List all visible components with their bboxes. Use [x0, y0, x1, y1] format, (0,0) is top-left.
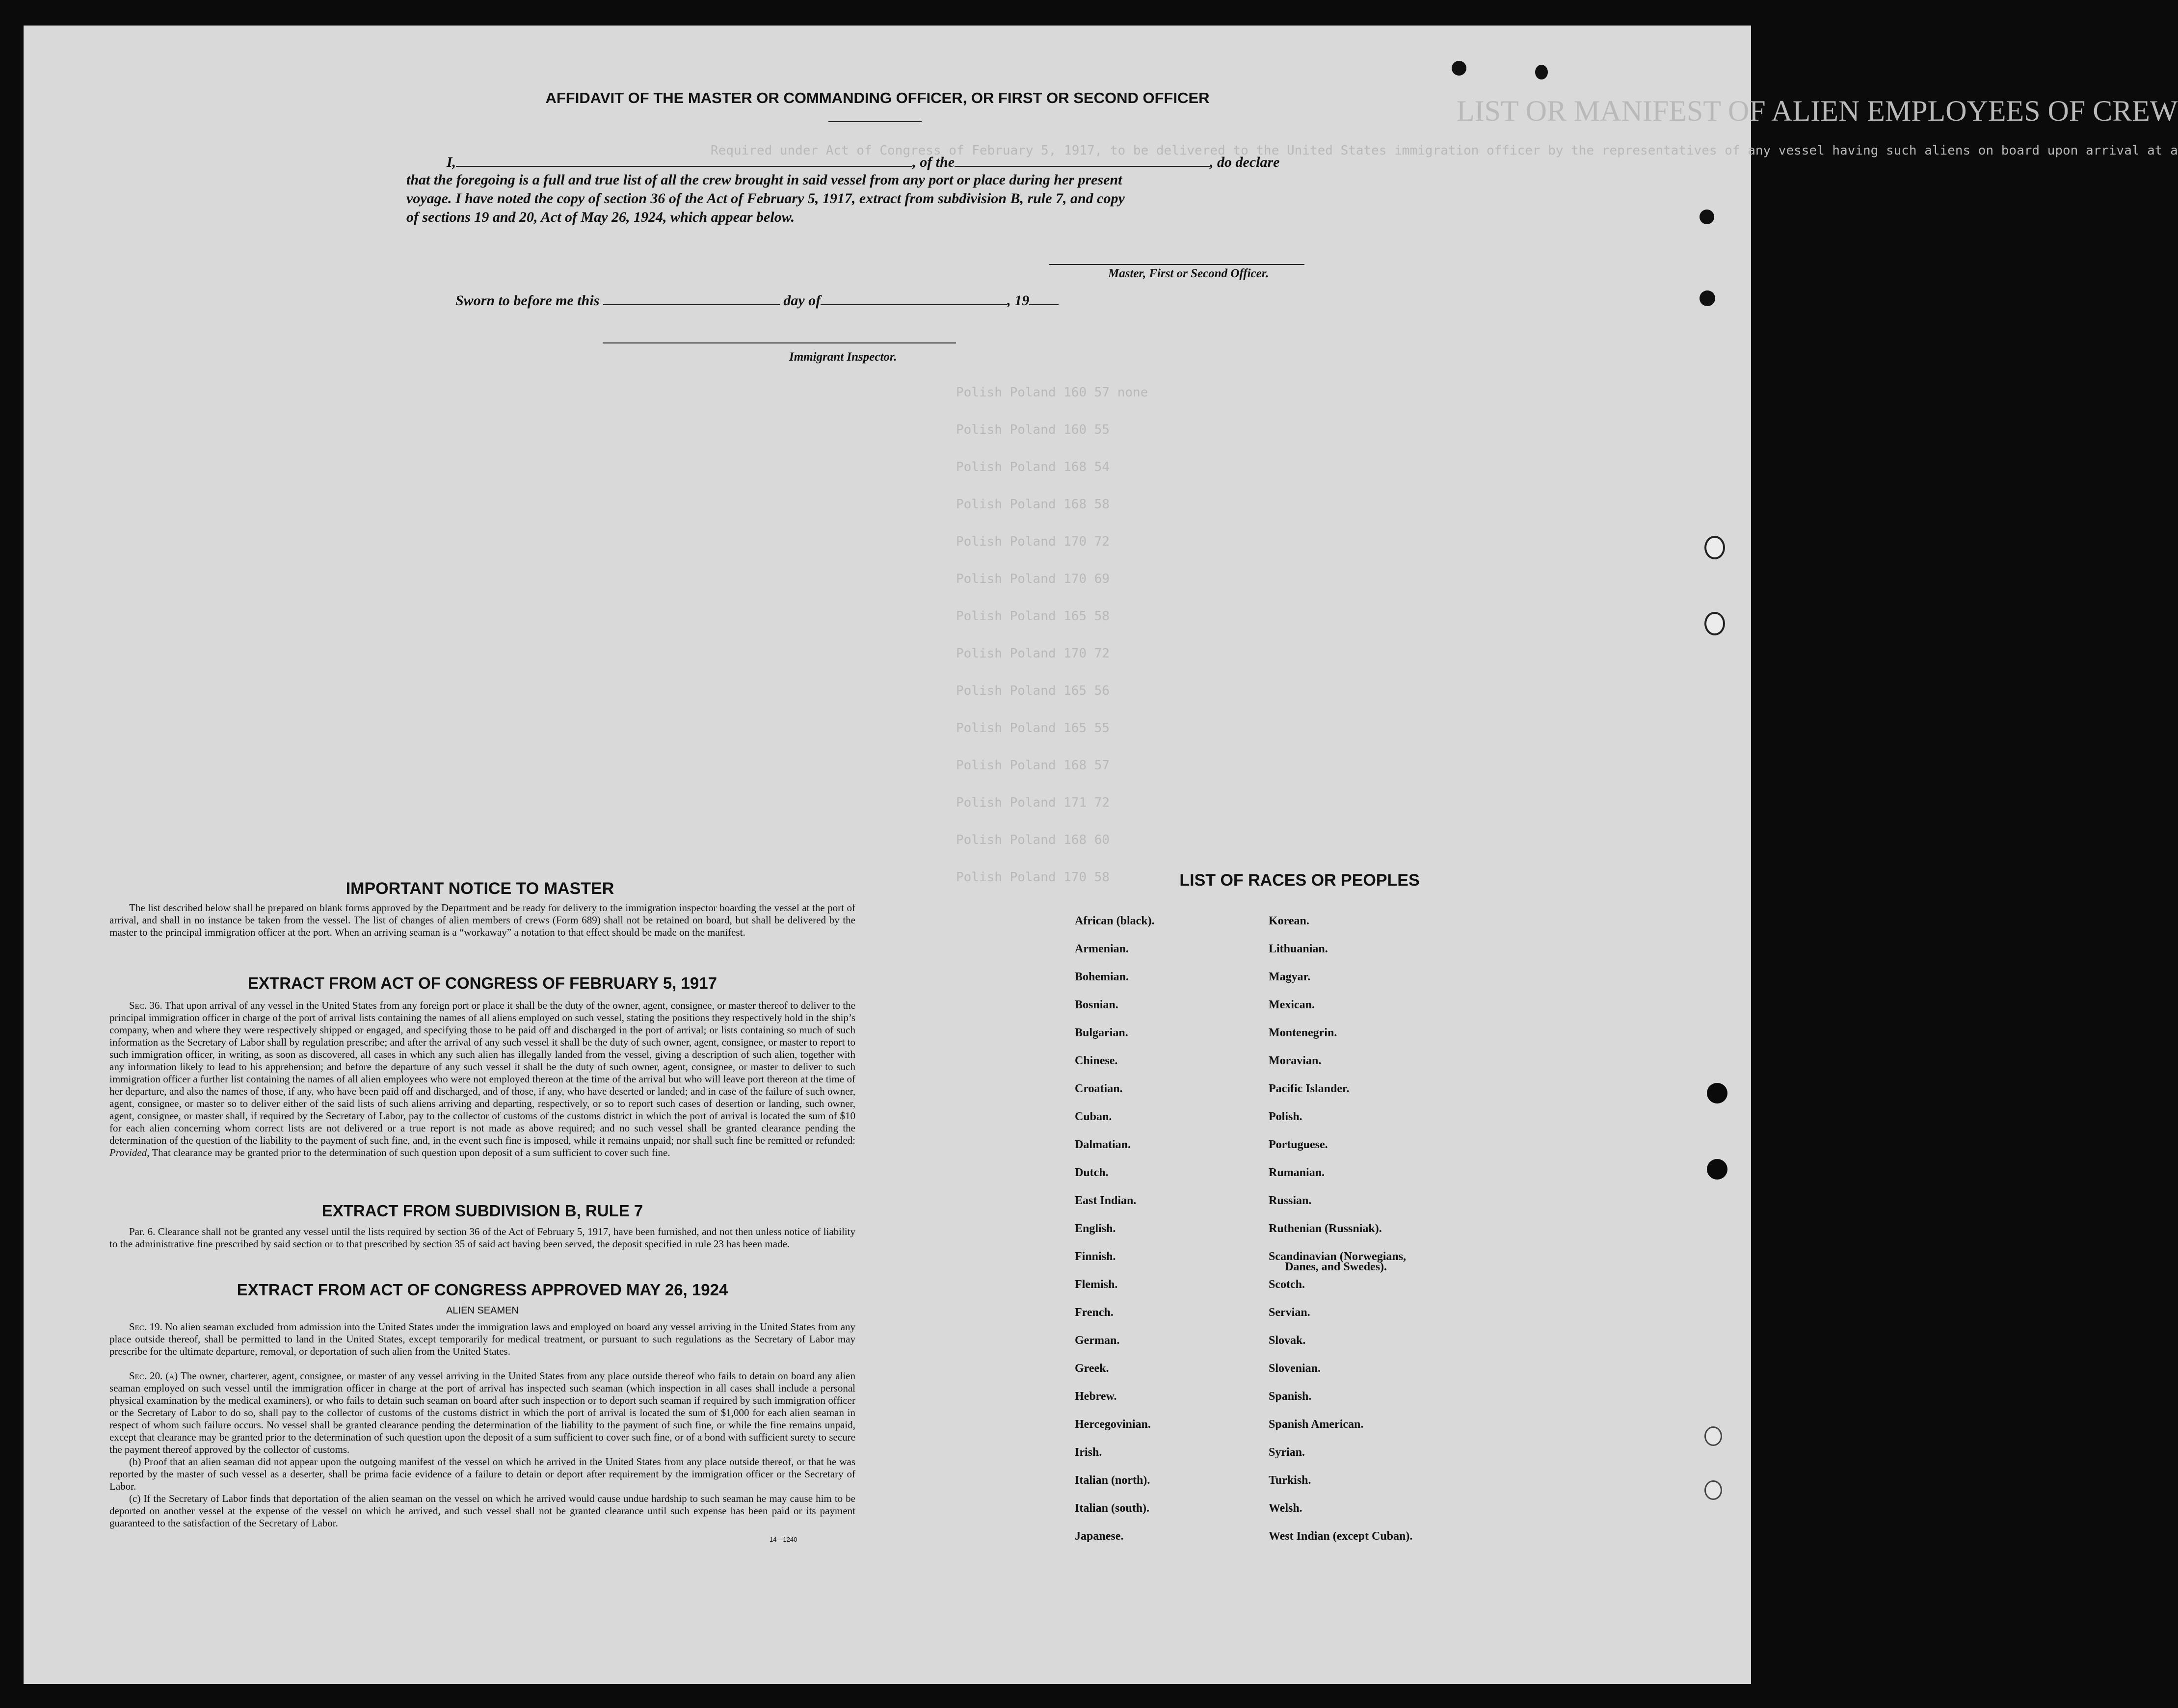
master-signature-line [1049, 264, 1304, 265]
form-number: 14—1240 [770, 1536, 797, 1543]
race-item: English. [1075, 1222, 1116, 1235]
sworn-month-blank [821, 304, 1007, 305]
sec-36-body: That upon arrival of any vessel in the United States from any foreign port or place it shall be the duty of the owner, agent, consignee, or master thereof to deliver to the principal immigration officer in charge of the port of arrival lists containing the names of all aliens employed on such vessel, stating the positions they respectively hold in the ship’s company, when and where they were respectively shipped or engaged, and specifying those to be paid off and discharged in the port of arrival; or lists containing so much of such information as the Secretary of Labor shall by regulation prescribe; and after the arrival of any such vessel it shall be the duty of such owner, agent, consignee, or master to report to such immigration officer, in writing, as soon as discovered, all cases in which any such alien has illegally landed from the vessel, giving a description of such alien, together with any information likely to lead to his apprehension; and before the departure of any such vessel it shall be the duty of such owner, agent, consignee, or master to deliver to such immigration officer a further list containing the names of all alien employees who were not employed thereon at the time of the arrival but who will leave port thereon at the time of her departure, and also the names of those, if any, who have been paid off and discharged, and of those, if any, who have deserted or landed; and in case of the failure of such owner, agent, consignee, or master so to deliver either of the said lists of such aliens arriving and departing, respectively, or so to report such cases of desertion or landing, such owner, agent, consignee, or master shall, if required by the Secretary of Labor, pay to the collector of customs of the customs district in which the port of arrival is located the sum of $10 for each alien concerning whom correct lists are not delivered or a true report is not made as above required; and no such vessel shall be granted clearance pending the determination of the question of the liability to the payment of such fine, and, in the event such fine is imposed, while it remains unpaid; nor shall such fine be remitted or refunded: [109, 999, 855, 1146]
affidavit-line-1: that the foregoing is a full and true list of all the crew brought in said vessel from any port or place during her present [406, 172, 1122, 188]
race-item: Greek. [1075, 1362, 1109, 1375]
races-column-1 [1075, 907, 1155, 1550]
race-item: Spanish American. [1269, 1418, 1364, 1431]
subdiv-b-title: EXTRACT FROM SUBDIVISION B, RULE 7 [321, 1202, 643, 1220]
race-item: Hebrew. [1075, 1390, 1117, 1403]
race-item: Welsh. [1269, 1502, 1302, 1515]
race-item: Portuguese. [1269, 1138, 1328, 1151]
race-item: Dalmatian. [1075, 1138, 1131, 1151]
race-item: Bohemian. [1075, 971, 1129, 983]
sworn-year-blank [1029, 304, 1059, 305]
affidavit-title: AFFIDAVIT OF THE MASTER OR COMMANDING OFFICER, OR FIRST OR SECOND OFFICER [545, 89, 1210, 106]
race-item: Chinese. [1075, 1054, 1118, 1067]
sworn-label: Sworn to before me this [455, 292, 600, 309]
races-title: LIST OF RACES OR PEOPLES [1179, 871, 1420, 890]
affidavit-line-i [447, 154, 1389, 171]
binder-mark [1452, 61, 1466, 76]
race-item: Scandinavian (Norwegians, [1269, 1250, 1407, 1263]
day-of-label: day of [783, 292, 821, 309]
binder-mark [1700, 210, 1714, 224]
race-item: Moravian. [1269, 1054, 1322, 1067]
punch-hole [1704, 536, 1725, 559]
race-item: African (black). [1075, 915, 1155, 927]
race-item: Rumanian. [1269, 1166, 1325, 1179]
of-the-label: , of the [912, 154, 955, 170]
race-item: German. [1075, 1334, 1120, 1347]
race-item: Servian. [1269, 1306, 1310, 1319]
race-item: Italian (south). [1075, 1502, 1150, 1515]
race-item: Croatian. [1075, 1082, 1123, 1095]
sec-20a-body: The owner, charterer, agent, consignee, or master of any vessel arriving in the United States from any place outside thereof who fails to detain on board any alien seaman employed on such vessel until the immigration officer in charge at the port of arrival has inspected such seaman (which inspection in all cases shall include a personal physical examination by the medical examiners), or who fails to detain such seaman on board after such inspection or to deport such seaman if required by such immigration officer or the Secretary of Labor to do so, shall pay to the collector of customs of the customs district in which the port of arrival is located the sum of $1,000 for each alien seaman in respect of whom such failure occurs. No vessel shall be granted clearance pending the determination of the liability to the payment of such fine, or while the fine remains unpaid, except that clearance may be granted prior to the determination of such question upon the deposit of a sum sufficient to cover such fine, or of a bond with sufficient surety to secure the payment thereof approved by the collector of customs. [109, 1370, 856, 1455]
race-item: Polish. [1269, 1110, 1302, 1123]
sec-20c-text: (c) If the Secretary of Labor finds that deportation of the alien seaman on the vessel on which he arrived would cause undue hardship to such seaman he may cause him to be deported on another vessel at the expense of the vessel on which he arrived, and such vessel shall not be granted clearance until such expense has been paid or its payment guaranteed to the satisfaction of the Secretary of Labor. [109, 1493, 855, 1529]
race-item: Flemish. [1075, 1278, 1118, 1291]
binder-mark [1535, 65, 1548, 79]
sec-20b-text: (b) Proof that an alien seaman did not appear upon the outgoing manifest of the vessel on which he arrived in the United States from any place outside thereof, or that he was reported by the master of such vessel as a deserter, shall be prima facie evidence of a failure to detain or deport after requirement by the immigration officer or the Secretary of Labor. [109, 1456, 855, 1492]
sec-19-body: No alien seaman excluded from admission into the United States under the immigration laws and employed on board any vessel arriving in the United States from any place outside thereof, shall be permitted to land in the United States, except temporarily for medical treatment, or pursuant to such regulations as the Secretary of Labor may prescribe for the ultimate departure, removal, or deportation of such alien from the United States. [109, 1321, 856, 1357]
race-item: Armenian. [1075, 943, 1129, 955]
race-item: West Indian (except Cuban). [1269, 1530, 1413, 1543]
notice-text: The list described below shall be prepared on blank forms approved by the Department and be ready for delivery to the immigration inspector boarding the vessel at the port of arrival, and shall in no instance be taken from the vessel. The list of changes of alien members of crews (Form 689) shall not be retained on board, but shall be delivered by the master to the principal immigration officer at the port. When an arriving seaman is a “workaway” a notation to that effect should be made on the manifest. [109, 902, 855, 938]
race-item: Turkish. [1269, 1474, 1311, 1487]
race-item: Slovenian. [1269, 1362, 1321, 1375]
inspector-label: Immigrant Inspector. [789, 350, 897, 364]
sworn-line [455, 292, 1059, 309]
race-item: East Indian. [1075, 1194, 1137, 1207]
race-item: Magyar. [1269, 971, 1311, 983]
race-item: Bosnian. [1075, 999, 1118, 1011]
extract-1917-text [109, 999, 855, 1159]
race-item: Ruthenian (Russniak). [1269, 1222, 1382, 1235]
year-label: , 19 [1007, 292, 1030, 309]
punch-hole [1707, 1159, 1727, 1180]
title-rule [828, 121, 922, 122]
vessel-blank [955, 166, 1210, 167]
race-item: Hercegovinian. [1075, 1418, 1151, 1431]
sec-19-label: Sec. 19. [129, 1321, 162, 1333]
alien-seamen-subtitle: ALIEN SEAMEN [446, 1305, 519, 1316]
punch-hole [1704, 1426, 1722, 1446]
race-item: Lithuanian. [1269, 943, 1328, 955]
race-item: Dutch. [1075, 1166, 1109, 1179]
race-item: Russian. [1269, 1194, 1312, 1207]
race-item: Slovak. [1269, 1334, 1306, 1347]
i-label: I, [447, 154, 456, 170]
sec-20a-text [109, 1370, 855, 1456]
race-item: Irish. [1075, 1446, 1102, 1459]
binder-mark [1700, 290, 1715, 306]
race-item: Korean. [1269, 915, 1309, 927]
sec-20-label: Sec. 20. (a) [129, 1370, 178, 1382]
sworn-day-blank [603, 304, 780, 305]
document-page [24, 26, 2178, 1684]
notice-title: IMPORTANT NOTICE TO MASTER [345, 879, 614, 898]
bleed-through-header: LIST OR MANIFEST OF ALIEN EMPLOYEES OF CREW [1457, 95, 2178, 127]
race-item: Bulgarian. [1075, 1026, 1128, 1039]
race-item: Spanish. [1269, 1390, 1312, 1403]
race-item: Pacific Islander. [1269, 1082, 1350, 1095]
race-item: Montenegrin. [1269, 1026, 1337, 1039]
race-item: Mexican. [1269, 999, 1315, 1011]
punch-hole [1707, 1083, 1727, 1104]
extract-1924-title: EXTRACT FROM ACT OF CONGRESS APPROVED MAY 26, 1924 [237, 1281, 728, 1299]
bleed-through-text: Required under Act of Congress of February 5, 1917, to be delivered to the United States immigration officer by the representatives of any vessel having such aliens on board upon arrival at a [711, 143, 2178, 158]
race-item: Japanese. [1075, 1530, 1124, 1543]
race-item: French. [1075, 1306, 1114, 1319]
race-item: Italian (north). [1075, 1474, 1150, 1487]
race-item: Cuban. [1075, 1110, 1112, 1123]
punch-hole [1704, 612, 1725, 635]
race-item: Syrian. [1269, 1446, 1305, 1459]
races-column-2 [1269, 907, 1412, 1550]
do-declare-label: , do declare [1210, 154, 1280, 170]
race-item: Finnish. [1075, 1250, 1116, 1263]
sec-19-text [109, 1321, 855, 1358]
bleed-through-rows: Polish Poland 160 57 none Polish Poland 160 55 Polish Poland 168 54 Polish Poland 168 58 Polish Poland 170 72 Polish Poland 170 69 Polish Poland 165 58 Polish Poland 170 72 Polish Poland 165 56 Polish Poland 165 55 Polish Poland 168 57 Polish Poland 171 72 Polish Poland 168 60 Polish Poland 170 58 [956, 385, 1148, 885]
affidavit-line-3: of sections 19 and 20, Act of May 26, 1924, which appear below. [406, 209, 795, 225]
sec-36-end: That clearance may be granted prior to the determination of such question upon deposit of a sum sufficient to cover such fine. [152, 1147, 670, 1158]
provided-word: Provided, [109, 1147, 150, 1158]
scandinavian-continuation: Danes, and Swedes). [1285, 1261, 1387, 1273]
subdiv-b-text: Par. 6. Clearance shall not be granted any vessel until the lists required by section 36 of the Act of February 5, 1917, have been furnished, and not then unless notice of liability to the administrative fine prescribed by said section or to that prescribed by section 35 of said act having been served, the deposit specified in rule 23 has been made. [109, 1226, 855, 1250]
affidavit-line-2: voyage. I have noted the copy of section 36 of the Act of February 5, 1917, extract from subdivision B, rule 7, and copy [406, 190, 1125, 207]
master-label: Master, First or Second Officer. [1108, 267, 1269, 280]
name-blank [456, 166, 912, 167]
inspector-signature-line [603, 342, 956, 343]
punch-hole [1704, 1480, 1722, 1500]
sec-36-label: Sec. 36. [129, 999, 162, 1011]
race-item: Scotch. [1269, 1278, 1305, 1291]
extract-1917-title: EXTRACT FROM ACT OF CONGRESS OF FEBRUARY 5, 1917 [248, 974, 717, 992]
